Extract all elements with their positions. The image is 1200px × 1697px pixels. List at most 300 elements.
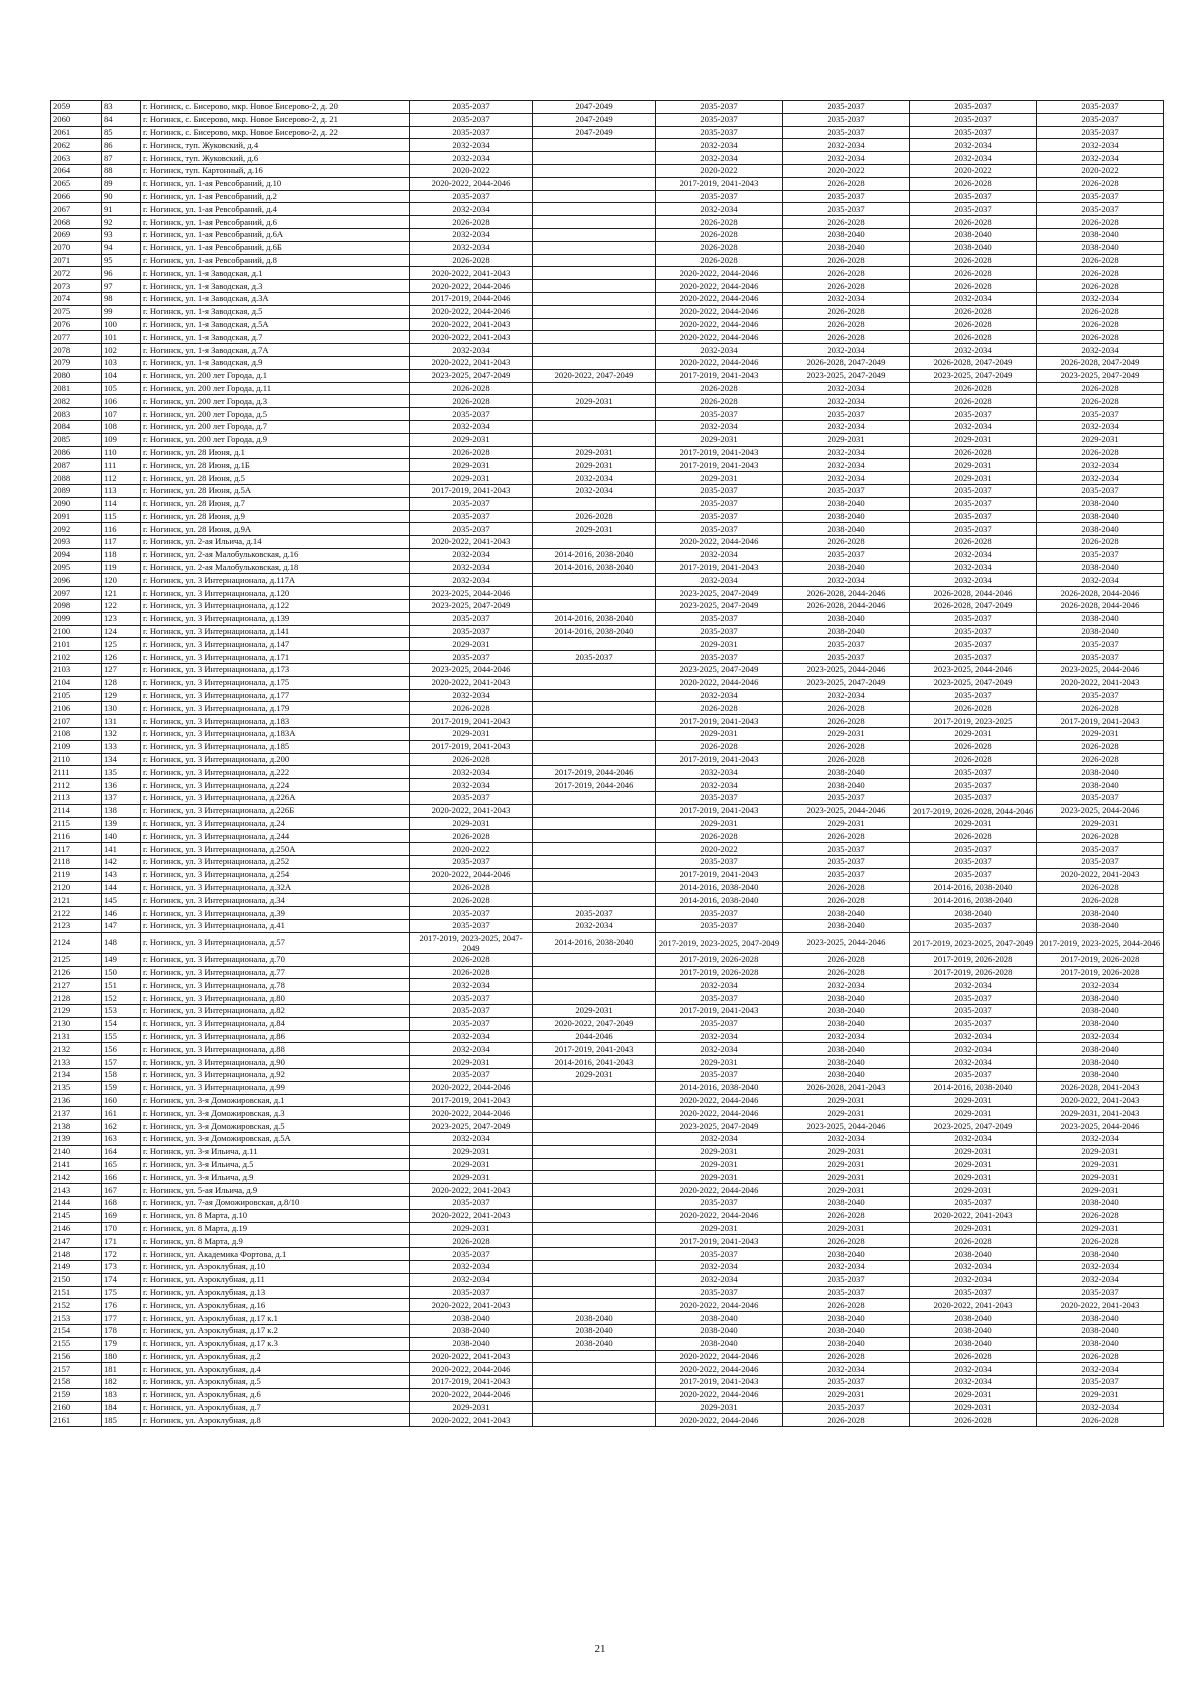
- table-cell: 2159: [51, 1388, 102, 1401]
- table-cell: 2017-2019, 2041-2043: [656, 1004, 783, 1017]
- table-cell: 2029-2031: [783, 1388, 910, 1401]
- table-cell: 2026-2028: [1037, 395, 1164, 408]
- table-cell: 2029-2031: [410, 1056, 533, 1069]
- table-row: [51, 1196, 1164, 1209]
- table-cell: 2038-2040: [1037, 1004, 1164, 1017]
- table-cell: 107: [102, 408, 141, 421]
- table-cell: 2017-2019, 2026-2028: [1037, 966, 1164, 979]
- table-cell: 2131: [51, 1030, 102, 1043]
- table-cell: 2023-2025, 2047-2049: [656, 587, 783, 600]
- table-cell: 2029-2031: [410, 472, 533, 485]
- table-cell: 141: [102, 843, 141, 856]
- table-cell: 2017-2019, 2041-2043: [656, 868, 783, 881]
- table-cell: 2029-2031: [910, 459, 1037, 472]
- table-cell: 2104: [51, 676, 102, 689]
- table-cell: 2035-2037: [910, 920, 1037, 933]
- table-cell: 2026-2028: [910, 740, 1037, 753]
- table-cell: г. Ногинск, ул. 8 Марта, д.19: [141, 1222, 410, 1235]
- table-cell: г. Ногинск, ул. 3 Интернационала, д.177: [141, 689, 410, 702]
- table-cell: 2035-2037: [656, 920, 783, 933]
- table-cell: 2069: [51, 228, 102, 241]
- table-cell: 2127: [51, 979, 102, 992]
- table-cell: 147: [102, 920, 141, 933]
- table-cell: 2026-2028: [656, 216, 783, 229]
- table-cell: 2108: [51, 728, 102, 741]
- table-cell: г. Ногинск, ул. 3 Интернационала, д.88: [141, 1043, 410, 1056]
- table-cell: 2044-2046: [533, 1030, 656, 1043]
- table-cell: 130: [102, 702, 141, 715]
- table-cell: 2035-2037: [656, 792, 783, 805]
- table-cell: 2032-2034: [656, 766, 783, 779]
- table-cell: г. Ногинск, ул. 3 Интернационала, д.200: [141, 753, 410, 766]
- table-cell: 106: [102, 395, 141, 408]
- table-cell: 2026-2028: [656, 228, 783, 241]
- table-cell: г. Ногинск, ул. 28 Июня, д.9: [141, 510, 410, 523]
- table-cell: 2029-2031: [910, 728, 1037, 741]
- table-cell: 2038-2040: [783, 1324, 910, 1337]
- table-cell: [533, 1196, 656, 1209]
- table-cell: г. Ногинск, ул. 3 Интернационала, д.82: [141, 1004, 410, 1017]
- table-cell: г. Ногинск, туп. Картонный, д.16: [141, 164, 410, 177]
- table-cell: 2035-2037: [410, 523, 533, 536]
- table-cell: 2035-2037: [656, 856, 783, 869]
- table-cell: 2017-2019, 2026-2028, 2044-2046: [910, 804, 1037, 817]
- table-cell: 2026-2028: [1037, 830, 1164, 843]
- table-cell: 2038-2040: [783, 907, 910, 920]
- table-cell: 2081: [51, 382, 102, 395]
- table-cell: г. Ногинск, ул. 3-я Ильича, д.11: [141, 1145, 410, 1158]
- table-cell: 2020-2022, 2041-2043: [410, 1414, 533, 1427]
- table-cell: [533, 216, 656, 229]
- table-cell: 2038-2040: [1037, 1312, 1164, 1325]
- table-cell: 2105: [51, 689, 102, 702]
- table-cell: [533, 1145, 656, 1158]
- table-cell: 2035-2037: [783, 868, 910, 881]
- table-cell: 2146: [51, 1222, 102, 1235]
- table-cell: 2020-2022, 2044-2046: [656, 331, 783, 344]
- table-cell: 2029-2031: [1037, 433, 1164, 446]
- table-row: [51, 625, 1164, 638]
- table-cell: 2035-2037: [1037, 548, 1164, 561]
- table-cell: 2026-2028: [1037, 254, 1164, 267]
- table-row: [51, 587, 1164, 600]
- table-cell: [533, 1350, 656, 1363]
- table-cell: 2038-2040: [783, 1068, 910, 1081]
- table-cell: [533, 664, 656, 677]
- table-cell: 2023-2025, 2044-2046: [783, 932, 910, 953]
- table-cell: 2014-2016, 2038-2040: [910, 881, 1037, 894]
- table-cell: 2026-2028: [910, 1414, 1037, 1427]
- table-cell: 162: [102, 1120, 141, 1133]
- table-cell: 2072: [51, 267, 102, 280]
- table-row: [51, 1017, 1164, 1030]
- table-cell: 125: [102, 638, 141, 651]
- table-cell: 2026-2028: [1037, 881, 1164, 894]
- table-cell: г. Ногинск, ул. Аэроклубная, д.17 к.2: [141, 1324, 410, 1337]
- table-cell: 2139: [51, 1132, 102, 1145]
- table-cell: 2026-2028: [410, 894, 533, 907]
- table-cell: 2029-2031: [783, 1184, 910, 1197]
- table-cell: 2032-2034: [1037, 1273, 1164, 1286]
- table-row: [51, 881, 1164, 894]
- table-cell: 2026-2028: [783, 216, 910, 229]
- table-row: [51, 1273, 1164, 1286]
- table-cell: г. Ногинск, ул. 8 Марта, д.9: [141, 1235, 410, 1248]
- table-cell: 126: [102, 651, 141, 664]
- table-cell: 2020-2022, 2041-2043: [410, 1350, 533, 1363]
- table-row: [51, 792, 1164, 805]
- table-cell: г. Ногинск, ул. 1-я Заводская, д.7А: [141, 344, 410, 357]
- table-cell: 2032-2034: [910, 1273, 1037, 1286]
- table-cell: 2032-2034: [410, 1132, 533, 1145]
- table-row: [51, 740, 1164, 753]
- table-row: [51, 804, 1164, 817]
- table-cell: 2038-2040: [410, 1312, 533, 1325]
- table-row: [51, 318, 1164, 331]
- table-cell: 2014-2016, 2038-2040: [656, 894, 783, 907]
- table-cell: [533, 408, 656, 421]
- table-cell: [533, 139, 656, 152]
- table-cell: 2035-2037: [910, 992, 1037, 1005]
- table-cell: 149: [102, 953, 141, 966]
- table-cell: 2038-2040: [783, 510, 910, 523]
- table-cell: [533, 1081, 656, 1094]
- table-row: [51, 1004, 1164, 1017]
- table-cell: 2035-2037: [1037, 843, 1164, 856]
- table-row: [51, 715, 1164, 728]
- table-cell: 89: [102, 177, 141, 190]
- table-cell: 2026-2028: [1037, 1209, 1164, 1222]
- table-cell: 2026-2028: [783, 305, 910, 318]
- table-cell: г. Ногинск, ул. 3-я Ильича, д.9: [141, 1171, 410, 1184]
- table-row: [51, 920, 1164, 933]
- table-cell: г. Ногинск, с. Бисерово, мкр. Новое Бисерово-2, д. 22: [141, 126, 410, 139]
- table-cell: 2130: [51, 1017, 102, 1030]
- table-cell: 2026-2028: [910, 702, 1037, 715]
- table-cell: 2023-2025, 2044-2046: [1037, 1120, 1164, 1133]
- table-row: [51, 574, 1164, 587]
- table-cell: 2026-2028: [910, 331, 1037, 344]
- table-cell: г. Ногинск, ул. 3 Интернационала, д.147: [141, 638, 410, 651]
- table-cell: 2032-2034: [410, 561, 533, 574]
- table-cell: 2035-2037: [410, 992, 533, 1005]
- table-cell: г. Ногинск, ул. 3 Интернационала, д.41: [141, 920, 410, 933]
- table-cell: 2026-2028: [1037, 702, 1164, 715]
- table-cell: г. Ногинск, ул. 3-я Доможировская, д.5А: [141, 1132, 410, 1145]
- table-cell: 2029-2031: [1037, 1388, 1164, 1401]
- table-cell: [533, 1273, 656, 1286]
- table-cell: 2026-2028: [783, 753, 910, 766]
- table-cell: 2032-2034: [783, 420, 910, 433]
- table-cell: 2035-2037: [783, 1273, 910, 1286]
- table-cell: 2038-2040: [656, 1324, 783, 1337]
- table-cell: 2020-2022, 2044-2046: [410, 1107, 533, 1120]
- table-cell: [533, 1248, 656, 1261]
- table-cell: 2014-2016, 2038-2040: [656, 881, 783, 894]
- table-cell: 2035-2037: [783, 203, 910, 216]
- table-cell: 2098: [51, 600, 102, 613]
- table-cell: 2017-2019, 2041-2043: [533, 1043, 656, 1056]
- table-cell: 2020-2022, 2047-2049: [533, 369, 656, 382]
- table-cell: 2083: [51, 408, 102, 421]
- table-cell: 2038-2040: [533, 1312, 656, 1325]
- table-row: [51, 113, 1164, 126]
- table-cell: 2035-2037: [783, 1286, 910, 1299]
- table-cell: 2020-2022, 2044-2046: [656, 280, 783, 293]
- table-row: [51, 331, 1164, 344]
- table-cell: 2032-2034: [410, 152, 533, 165]
- table-cell: [533, 753, 656, 766]
- table-cell: [533, 1094, 656, 1107]
- table-cell: 119: [102, 561, 141, 574]
- table-cell: 105: [102, 382, 141, 395]
- table-cell: 2035-2037: [410, 625, 533, 638]
- table-cell: 2032-2034: [533, 472, 656, 485]
- table-cell: 2020-2022, 2041-2043: [410, 1209, 533, 1222]
- table-cell: 2092: [51, 523, 102, 536]
- table-cell: 2032-2034: [1037, 1030, 1164, 1043]
- table-cell: 2026-2028, 2041-2043: [1037, 1081, 1164, 1094]
- table-cell: 2023-2025, 2047-2049: [656, 600, 783, 613]
- table-cell: 2026-2028: [910, 753, 1037, 766]
- table-cell: 2035-2037: [910, 779, 1037, 792]
- table-cell: 2032-2034: [910, 979, 1037, 992]
- table-row: [51, 267, 1164, 280]
- table-cell: 2035-2037: [910, 638, 1037, 651]
- table-cell: 2026-2028: [783, 894, 910, 907]
- table-cell: 2029-2031: [1037, 1145, 1164, 1158]
- table-cell: 2032-2034: [910, 561, 1037, 574]
- table-cell: 2035-2037: [656, 1017, 783, 1030]
- table-cell: [533, 881, 656, 894]
- table-cell: 2153: [51, 1312, 102, 1325]
- table-cell: 2026-2028: [1037, 1414, 1164, 1427]
- table-cell: 2138: [51, 1120, 102, 1133]
- table-cell: 2017-2019, 2041-2043: [656, 1376, 783, 1389]
- table-cell: 185: [102, 1414, 141, 1427]
- table-cell: 2038-2040: [783, 497, 910, 510]
- table-cell: 2026-2028: [410, 966, 533, 979]
- table-cell: 2161: [51, 1414, 102, 1427]
- table-cell: 2014-2016, 2038-2040: [533, 625, 656, 638]
- table-cell: 2035-2037: [410, 408, 533, 421]
- table-cell: 108: [102, 420, 141, 433]
- table-cell: г. Ногинск, ул. 3 Интернационала, д.244: [141, 830, 410, 843]
- table-cell: 2035-2037: [910, 408, 1037, 421]
- table-cell: 2029-2031: [656, 817, 783, 830]
- table-cell: 2064: [51, 164, 102, 177]
- table-cell: 2038-2040: [1037, 766, 1164, 779]
- table-cell: 2029-2031: [533, 1068, 656, 1081]
- table-row: [51, 356, 1164, 369]
- table-cell: 2026-2028: [410, 953, 533, 966]
- table-cell: 183: [102, 1388, 141, 1401]
- table-cell: 2029-2031: [910, 1107, 1037, 1120]
- table-cell: 2071: [51, 254, 102, 267]
- table-cell: г. Ногинск, ул. 200 лет Города, д.7: [141, 420, 410, 433]
- table-cell: 2032-2034: [410, 779, 533, 792]
- table-cell: [533, 382, 656, 395]
- table-row: [51, 651, 1164, 664]
- table-cell: 98: [102, 292, 141, 305]
- table-cell: 2026-2028: [910, 830, 1037, 843]
- table-cell: 2035-2037: [533, 651, 656, 664]
- table-cell: 138: [102, 804, 141, 817]
- table-cell: 2035-2037: [910, 126, 1037, 139]
- table-cell: 96: [102, 267, 141, 280]
- table-cell: [533, 1401, 656, 1414]
- table-cell: г. Ногинск, ул. Аэроклубная, д.13: [141, 1286, 410, 1299]
- table-cell: 2141: [51, 1158, 102, 1171]
- table-row: [51, 817, 1164, 830]
- table-cell: 2023-2025, 2047-2049: [910, 369, 1037, 382]
- table-cell: 2035-2037: [910, 1004, 1037, 1017]
- table-cell: 2035-2037: [910, 612, 1037, 625]
- table-cell: 2029-2031, 2041-2043: [1037, 1107, 1164, 1120]
- table-cell: 2026-2028: [783, 177, 910, 190]
- table-cell: [533, 190, 656, 203]
- table-cell: 176: [102, 1299, 141, 1312]
- table-cell: г. Ногинск, ул. 3 Интернационала, д.222: [141, 766, 410, 779]
- table-row: [51, 292, 1164, 305]
- table-cell: 2035-2037: [910, 510, 1037, 523]
- table-cell: 2029-2031: [1037, 1184, 1164, 1197]
- table-row: [51, 1068, 1164, 1081]
- table-cell: 2029-2031: [410, 433, 533, 446]
- table-cell: [533, 728, 656, 741]
- table-cell: 2035-2037: [910, 203, 1037, 216]
- table-cell: 2122: [51, 907, 102, 920]
- table-cell: 2026-2028: [656, 382, 783, 395]
- table-cell: 2047-2049: [533, 126, 656, 139]
- table-cell: 2032-2034: [410, 574, 533, 587]
- table-cell: 2035-2037: [783, 638, 910, 651]
- table-cell: 2038-2040: [783, 241, 910, 254]
- table-cell: 2020-2022, 2041-2043: [410, 267, 533, 280]
- table-cell: г. Ногинск, ул. Аэроклубная, д.4: [141, 1363, 410, 1376]
- table-cell: 2017-2019, 2026-2028: [910, 966, 1037, 979]
- table-cell: 111: [102, 459, 141, 472]
- table-cell: 2032-2034: [656, 344, 783, 357]
- table-cell: 2035-2037: [410, 126, 533, 139]
- table-cell: 2014-2016, 2038-2040: [910, 1081, 1037, 1094]
- table-cell: 2032-2034: [410, 1260, 533, 1273]
- table-cell: 2026-2028: [910, 1235, 1037, 1248]
- table-cell: 2032-2034: [1037, 459, 1164, 472]
- table-cell: 2017-2019, 2023-2025, 2047-2049: [656, 932, 783, 953]
- table-cell: 2035-2037: [1037, 1376, 1164, 1389]
- table-cell: 2035-2037: [656, 113, 783, 126]
- table-cell: 2032-2034: [656, 203, 783, 216]
- table-cell: 2032-2034: [783, 1132, 910, 1145]
- table-cell: 132: [102, 728, 141, 741]
- table-cell: 2073: [51, 280, 102, 293]
- table-cell: 2038-2040: [783, 1017, 910, 1030]
- table-cell: 2026-2028: [1037, 753, 1164, 766]
- table-row: [51, 1286, 1164, 1299]
- table-cell: 2032-2034: [656, 779, 783, 792]
- table-cell: 2111: [51, 766, 102, 779]
- table-cell: 2023-2025, 2047-2049: [656, 1120, 783, 1133]
- table-cell: 2020-2022, 2041-2043: [410, 331, 533, 344]
- table-row: [51, 612, 1164, 625]
- table-cell: 2029-2031: [656, 1145, 783, 1158]
- table-cell: 2035-2037: [656, 1196, 783, 1209]
- table-cell: 2038-2040: [1037, 1196, 1164, 1209]
- table-cell: 2035-2037: [656, 651, 783, 664]
- table-cell: 97: [102, 280, 141, 293]
- table-cell: 2032-2034: [533, 920, 656, 933]
- table-cell: [533, 804, 656, 817]
- table-cell: 2158: [51, 1376, 102, 1389]
- table-row: [51, 932, 1164, 953]
- table-cell: г. Ногинск, ул. 3 Интернационала, д.226Б: [141, 804, 410, 817]
- table-cell: 88: [102, 164, 141, 177]
- table-cell: 2026-2028: [783, 267, 910, 280]
- table-cell: г. Ногинск, ул. 3-я Ильича, д.5: [141, 1158, 410, 1171]
- table-cell: 2107: [51, 715, 102, 728]
- table-cell: [533, 587, 656, 600]
- table-cell: 2121: [51, 894, 102, 907]
- table-cell: 2134: [51, 1068, 102, 1081]
- table-cell: [533, 574, 656, 587]
- table-cell: 2035-2037: [1037, 689, 1164, 702]
- table-row: [51, 472, 1164, 485]
- table-cell: 2026-2028: [783, 1209, 910, 1222]
- table-cell: 2023-2025, 2047-2049: [1037, 369, 1164, 382]
- table-cell: 2017-2019, 2023-2025, 2044-2046: [1037, 932, 1164, 953]
- table-cell: г. Ногинск, ул. 1-я Заводская, д.3А: [141, 292, 410, 305]
- table-cell: 2152: [51, 1299, 102, 1312]
- table-cell: г. Ногинск, ул. 28 Июня, д.7: [141, 497, 410, 510]
- table-cell: 2038-2040: [1037, 612, 1164, 625]
- table-cell: 2032-2034: [910, 292, 1037, 305]
- table-cell: 2032-2034: [910, 1030, 1037, 1043]
- table-row: [51, 1107, 1164, 1120]
- table-cell: 2035-2037: [1037, 1286, 1164, 1299]
- table-cell: г. Ногинск, ул. 3 Интернационала, д.179: [141, 702, 410, 715]
- table-cell: 2038-2040: [1037, 1324, 1164, 1337]
- table-cell: 2020-2022, 2041-2043: [410, 536, 533, 549]
- table-cell: 2020-2022, 2041-2043: [1037, 676, 1164, 689]
- table-cell: 2038-2040: [1037, 561, 1164, 574]
- table-row: [51, 561, 1164, 574]
- table-cell: г. Ногинск, ул. Аэроклубная, д.2: [141, 1350, 410, 1363]
- table-cell: 2026-2028: [783, 966, 910, 979]
- table-cell: 2150: [51, 1273, 102, 1286]
- table-row: [51, 382, 1164, 395]
- table-cell: 2032-2034: [1037, 344, 1164, 357]
- table-cell: 2017-2019, 2044-2046: [410, 292, 533, 305]
- table-cell: [533, 1363, 656, 1376]
- table-cell: [533, 228, 656, 241]
- table-row: [51, 548, 1164, 561]
- table-cell: [533, 152, 656, 165]
- table-cell: 2026-2028: [783, 1299, 910, 1312]
- table-cell: г. Ногинск, туп. Жуковский, д.6: [141, 152, 410, 165]
- table-cell: г. Ногинск, ул. 3 Интернационала, д.171: [141, 651, 410, 664]
- table-cell: 2032-2034: [910, 344, 1037, 357]
- table-cell: 174: [102, 1273, 141, 1286]
- table-cell: 101: [102, 331, 141, 344]
- table-cell: 2032-2034: [1037, 292, 1164, 305]
- table-cell: 2026-2028: [1037, 331, 1164, 344]
- table-cell: г. Ногинск, ул. 8 Марта, д.10: [141, 1209, 410, 1222]
- schedule-table: [50, 100, 1164, 1427]
- table-cell: г. Ногинск, ул. 2-ая Ильича, д.14: [141, 536, 410, 549]
- table-cell: 2115: [51, 817, 102, 830]
- table-cell: г. Ногинск, ул. 1-я Заводская, д.5: [141, 305, 410, 318]
